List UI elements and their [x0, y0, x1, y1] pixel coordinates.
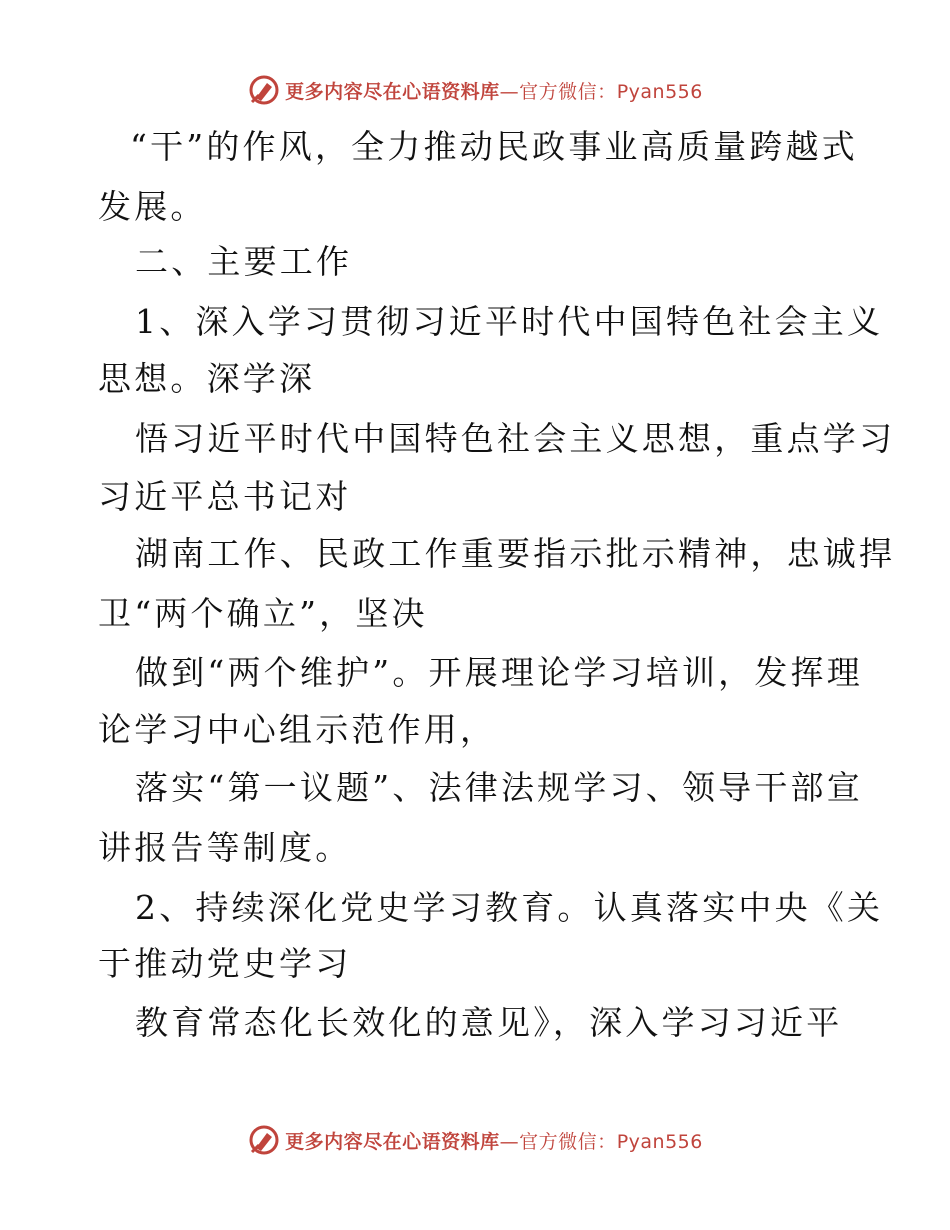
banner-text: [285, 1127, 703, 1154]
body-line: 做到“两个维护”。开展理论学习培训，发挥理: [135, 653, 863, 692]
section-heading: 二、主要工作: [135, 242, 353, 281]
body-line: 教育常态化长效化的意见》，深入学习习近平: [135, 1003, 843, 1042]
body-line: 悟习近平时代中国特色社会主义思想，重点学习: [135, 419, 896, 458]
body-line: 卫“两个确立”，坚决: [98, 594, 428, 633]
body-line: 湖南工作、民政工作重要指示批示精神，忠诚捍: [135, 534, 896, 573]
body-line: “干”的作风，全力推动民政事业高质量跨越式: [130, 127, 858, 166]
pen-nib-logo-icon: [247, 73, 281, 107]
body-line: 1、深入学习贯彻习近平时代中国特色社会主义: [135, 302, 884, 341]
banner-text: [285, 77, 703, 104]
banner-wechat-label: 官方微信：: [519, 1130, 617, 1153]
banner-main-text: 更多内容尽在心语资料库: [285, 1130, 500, 1153]
banner-wechat-label: 官方微信：: [519, 80, 617, 103]
body-line: 发展。: [98, 187, 207, 226]
header-banner: [0, 70, 950, 110]
banner-dash: —: [499, 80, 520, 103]
body-line: 习近平总书记对: [98, 477, 352, 516]
footer-banner: [0, 1120, 950, 1160]
banner-dash: —: [499, 1130, 520, 1153]
body-line: 讲报告等制度。: [98, 828, 352, 867]
banner-main-text: 更多内容尽在心语资料库: [285, 80, 500, 103]
banner-wechat-id: Pyan556: [616, 1130, 703, 1153]
pen-nib-logo-icon: [247, 1123, 281, 1157]
body-line: 于推动党史学习: [98, 944, 352, 983]
body-line: 落实“第一议题”、法律法规学习、领导干部宣: [135, 768, 863, 807]
body-line: 2、持续深化党史学习教育。认真落实中央《关: [135, 888, 884, 927]
body-line: 思想。深学深: [98, 359, 316, 398]
banner-wechat-id: Pyan556: [616, 80, 703, 103]
body-line: 论学习中心组示范作用，: [98, 710, 497, 749]
